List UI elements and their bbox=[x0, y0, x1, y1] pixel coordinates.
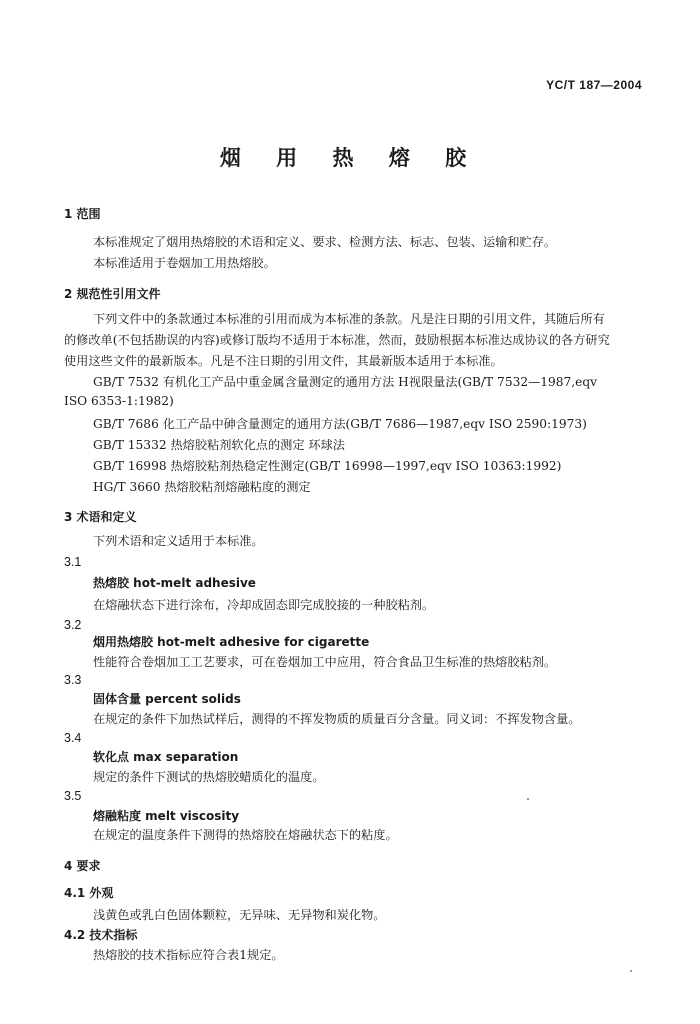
reference-gbt-7532-cont: ISO 6353-1:1982) bbox=[64, 394, 174, 408]
standard-number: YC/T 187—2004 bbox=[546, 78, 642, 92]
scan-speck bbox=[527, 798, 529, 800]
term-heading: 熔融粘度 melt viscosity bbox=[93, 809, 240, 823]
scan-speck bbox=[630, 970, 632, 972]
section-1-heading: 1 范围 bbox=[64, 207, 101, 221]
section-2-line-1: 下列文件中的条款通过本标准的引用而成为本标准的条款。凡是注日期的引用文件，其随后所有 bbox=[93, 312, 605, 326]
term-number: 3.4 bbox=[64, 731, 82, 745]
term-heading: 烟用热熔胶 hot-melt adhesive for cigarette bbox=[93, 635, 370, 649]
term-number: 3.1 bbox=[64, 555, 82, 569]
term-definition: 在规定的温度条件下测得的热熔胶在熔融状态下的粘度。 bbox=[93, 828, 398, 842]
term-number: 3.2 bbox=[64, 618, 82, 632]
section-2-line-2: 的修改单(不包括勘误的内容)或修订版均不适用于本标准，然而，鼓励根据本标准达成协议的各方研究 bbox=[64, 333, 610, 347]
reference-gbt-7532: GB/T 7532 有机化工产品中重金属含量测定的通用方法 H视限量法(GB/T 7532—1987,eqv bbox=[93, 375, 598, 389]
section-2-line-3: 使用这些文件的最新版本。凡是不注日期的引用文件，其最新版本适用于本标准。 bbox=[64, 354, 503, 368]
subsection-4-2-text: 热熔胶的技术指标应符合表1规定。 bbox=[93, 948, 284, 962]
term-heading: 固体含量 percent solids bbox=[93, 692, 241, 706]
reference-gbt-15332: GB/T 15332 热熔胶粘剂软化点的测定 环球法 bbox=[93, 438, 345, 452]
term-heading: 热熔胶 hot-melt adhesive bbox=[93, 576, 256, 590]
term-number: 3.5 bbox=[64, 789, 82, 803]
term-number: 3.3 bbox=[64, 673, 82, 687]
term-heading: 软化点 max separation bbox=[93, 750, 239, 764]
term-definition: 性能符合卷烟加工工艺要求，可在卷烟加工中应用，符合食品卫生标准的热熔胶粘剂。 bbox=[93, 655, 557, 669]
subsection-4-1-text: 浅黄色或乳白色固体颗粒，无异味、无异物和炭化物。 bbox=[93, 908, 386, 922]
section-1-line-2: 本标准适用于卷烟加工用热熔胶。 bbox=[93, 256, 276, 270]
section-4-heading: 4 要求 bbox=[64, 859, 101, 873]
term-definition: 在规定的条件下加热试样后，测得的不挥发物质的质量百分含量。同义词：不挥发物含量。 bbox=[93, 712, 581, 726]
subsection-4-1-heading: 4.1 外观 bbox=[64, 886, 114, 900]
reference-gbt-16998: GB/T 16998 热熔胶粘剂热稳定性测定(GB/T 16998—1997,eqv ISO 10363:1992) bbox=[93, 459, 562, 473]
section-3-heading: 3 术语和定义 bbox=[64, 510, 137, 524]
reference-gbt-7686: GB/T 7686 化工产品中砷含量测定的通用方法(GB/T 7686—1987,eqv ISO 2590:1973) bbox=[93, 417, 587, 431]
term-definition: 规定的条件下测试的热熔胶蜡质化的温度。 bbox=[93, 770, 325, 784]
section-3-intro: 下列术语和定义适用于本标准。 bbox=[93, 534, 264, 548]
subsection-4-2-heading: 4.2 技术指标 bbox=[64, 928, 138, 942]
section-2-heading: 2 规范性引用文件 bbox=[64, 287, 161, 301]
section-1-line-1: 本标准规定了烟用热熔胶的术语和定义、要求、检测方法、标志、包装、运输和贮存。 bbox=[93, 235, 557, 249]
document-title: 烟 用 热 熔 胶 bbox=[219, 146, 481, 170]
reference-hgt-3660: HG/T 3660 热熔胶粘剂熔融粘度的测定 bbox=[93, 480, 311, 494]
term-definition: 在熔融状态下进行涂布，冷却成固态即完成胶接的一种胶粘剂。 bbox=[93, 598, 435, 612]
